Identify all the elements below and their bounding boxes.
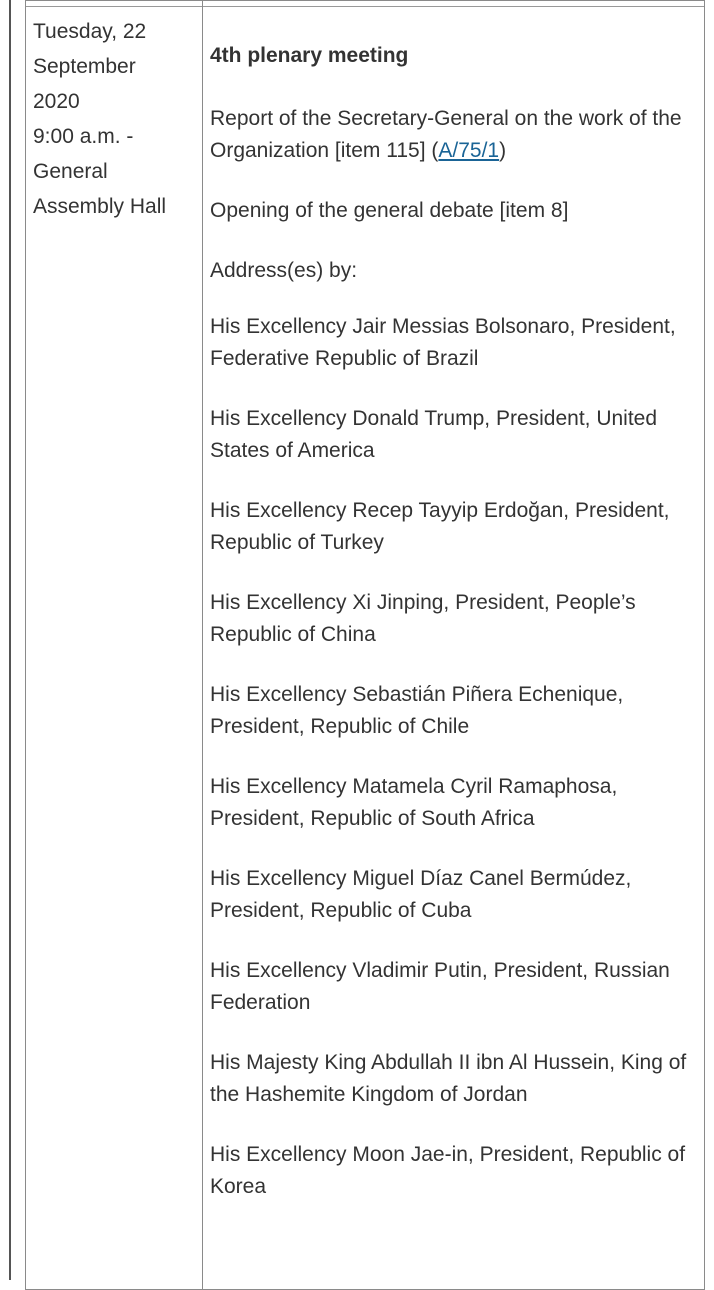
speaker-entry: His Excellency Recep Tayyip Erdoğan, President, Republic of Turkey xyxy=(210,499,670,554)
report-item xyxy=(210,103,696,167)
schedule-table xyxy=(25,0,705,1290)
speaker-entry: His Excellency Matamela Cyril Ramaphosa, President, Republic of South Africa xyxy=(210,775,618,830)
speaker-entry: His Excellency Donald Trump, President, United States of America xyxy=(210,407,658,462)
date-line: Tuesday, 22 xyxy=(33,20,147,43)
speaker-entry: His Excellency Miguel Díaz Canel Bermúdez, President, Republic of Cuba xyxy=(210,867,632,922)
speaker-entry: His Excellency Moon Jae-in, President, Republic of Korea xyxy=(210,1143,686,1198)
document-link-a-75-1[interactable]: A/75/1 xyxy=(438,139,500,162)
venue-line: Assembly Hall xyxy=(33,195,167,218)
venue-line: General xyxy=(33,160,108,183)
report-text: Report of the Secretary-General on the work of the Organization [item 115] ( xyxy=(210,107,682,162)
programme-cell xyxy=(203,1,705,1290)
speaker-entry: His Excellency Sebastián Piñera Echenique, President, Republic of Chile xyxy=(210,683,624,738)
speaker-entry: His Excellency Jair Messias Bolsonaro, President, Federative Republic of Brazil xyxy=(210,315,676,370)
date-line: September xyxy=(33,55,136,78)
addresses-heading: Address(es) by: xyxy=(210,259,358,282)
speaker-entry: His Majesty King Abdullah II ibn Al Hussein, King of the Hashemite Kingdom of Jordan xyxy=(210,1051,687,1106)
page-left-rule xyxy=(9,0,11,1280)
speaker-entry: His Excellency Vladimir Putin, President, Russian Federation xyxy=(210,959,670,1014)
date-line: 2020 xyxy=(33,90,80,113)
table-row xyxy=(26,1,705,1290)
report-suffix: ) xyxy=(499,139,507,162)
time-line: 9:00 a.m. - xyxy=(33,125,134,148)
debate-opening-item: Opening of the general debate [item 8] xyxy=(210,199,569,222)
meeting-title: 4th plenary meeting xyxy=(210,44,409,67)
speaker-entry: His Excellency Xi Jinping, President, People’s Republic of China xyxy=(210,591,636,646)
date-time-venue-cell xyxy=(26,1,203,1290)
